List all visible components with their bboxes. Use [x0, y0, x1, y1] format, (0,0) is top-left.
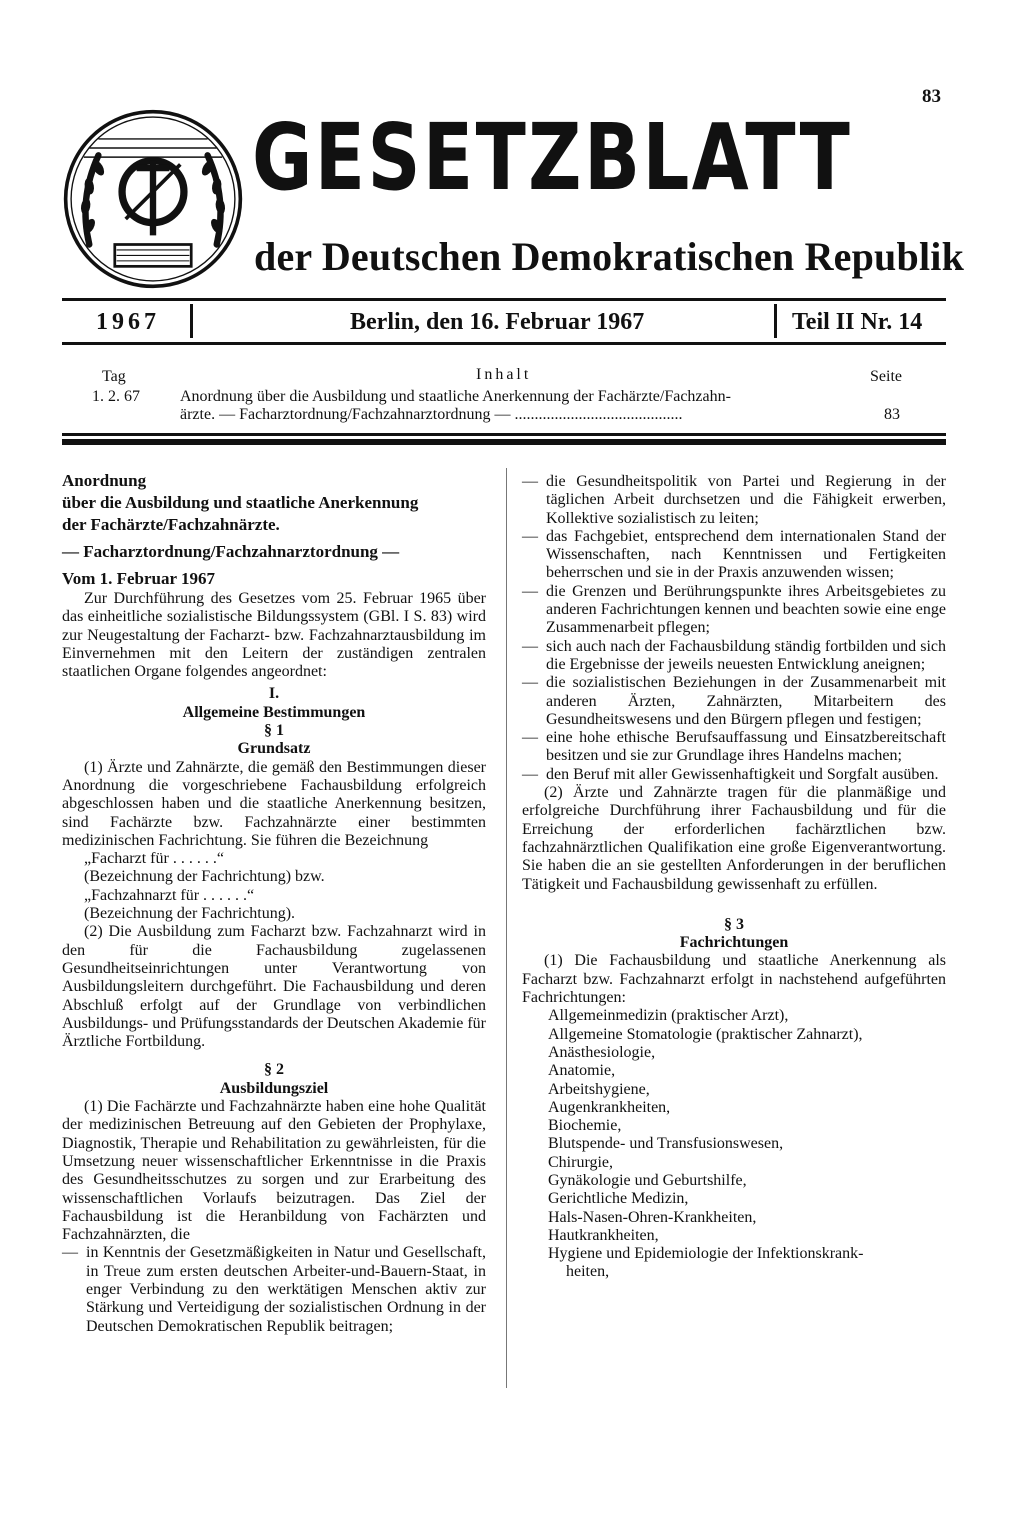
section-title: Allgemeine Bestimmungen [182, 703, 366, 721]
issue-rule [62, 342, 946, 345]
issue-year: 1967 [96, 309, 160, 335]
specialty-item: Allgemeine Stomatologie (praktischer Zahnarzt), [548, 1025, 863, 1043]
paragraph-number: § 2 [264, 1061, 284, 1079]
list-item [62, 1244, 486, 1335]
specialty-item: Anatomie, [548, 1062, 616, 1080]
contents-entry-line1: Anordnung über die Ausbildung und staatliche Anerkennung der Fachärzte/Fachzahn- [180, 388, 731, 405]
paragraph-number: § 3 [724, 915, 744, 933]
paragraph-text: (1) Ärzte und Zahnärzte, die gemäß den Bestimmungen dieser Anordnung die vorgeschriebene Fachausbildung erfolgreich abgeschlossen haben und die staatliche Anerkennung besitzen, sind Fachärzte bzw. Fachzahnärzte einer bestimmten medizinischen Fachrichtung. Sie führen die Bezeichnung [62, 758, 486, 849]
article-title-line: der Fachärzte/Fachzahnärzte. [62, 515, 280, 534]
list-item-text: in Kenntnis der Gesetzmäßigkeiten in Natur und Gesellschaft, in Treue zum ersten deutschen Arbeiter-und-Bauern-Staat, in enger Verbindung zu den werktätigen Menschen aktiv zur Stärkung und Verteidigung der sozialistischen Ordnung in der Deutschen Demokratischen Republik beitragen; [86, 1244, 486, 1335]
list-item [522, 766, 946, 784]
preamble: Zur Durchführung des Gesetzes vom 25. Februar 1965 über das einheitliche sozialistische Bildungssystem (GBl. I S. 83) wird zur Neugestaltung der Facharzt- bzw. Fachzahnarztausbildung im Einvernehmen mit den Leitern der zuständigen zentralen staatlichen Organe folgendes angeordnet: [62, 590, 486, 681]
article-date: Vom 1. Februar 1967 [62, 569, 215, 588]
list-item-text: das Fachgebiet, entsprechend dem internationalen Stand der Wissenschaften, nach Kenntnissen und Fertigkeiten beherrschen und sie in der Praxis anzuwenden wissen; [546, 527, 946, 582]
contents-entry-line2: ärzte. — Facharztordnung/Fachzahnarztordnung — .......................................... [180, 406, 683, 423]
dash-mark: — [62, 1244, 78, 1262]
list-item [522, 473, 946, 528]
page-number: 83 [922, 86, 941, 107]
list-item-text: die Gesundheitspolitik von Partei und Regierung in der täglichen Arbeit durchsetzen und die Fähigkeit erwerben, Kollektive sozialistisch zu leiten; [546, 473, 946, 527]
contents-entry-page: 83 [884, 406, 900, 423]
list-item [522, 528, 946, 583]
paragraph-number: § 1 [264, 722, 284, 740]
issue-date: Berlin, den 16. Februar 1967 [350, 309, 645, 335]
specialty-item: Biochemie, [548, 1117, 622, 1135]
contents-col-tag: Tag [102, 368, 126, 385]
column-divider [506, 468, 507, 1388]
dash-mark: — [522, 637, 538, 655]
dash-mark: — [522, 674, 538, 692]
masthead-title: GESETZBLATT [252, 104, 853, 211]
paragraph-text: (2) Die Ausbildung zum Facharzt bzw. Fachzahnarzt wird in den für die Fachausbildung zugelassenen Gesundheitseinrichtungen unter Verantwortung von Ausbildungsleitern durchgeführt. Die Fachausbildung und deren Abschluß erfolgt auf der Grundlage von verbindlichen Ausbildungs- und Prüfungsstandards der Deutschen Akademie für Ärztliche Fortbildung. [62, 923, 486, 1051]
list-item-text: eine hohe ethische Berufsauffassung und Einsatzbereitschaft besitzen und sie zur Grundlage ihres Handelns machen; [546, 729, 946, 765]
right-column [522, 473, 946, 1282]
list-item-text: die sozialistischen Beziehungen in der Zusammenarbeit mit anderen Ärzten, Zahnärzten, Mitarbeitern des Gesundheitswesens und den Bürgern pflegen und festigen; [546, 674, 946, 728]
specialty-item: Hygiene und Epidemiologie der Infektionskrank- [548, 1245, 864, 1263]
contents-col-inhalt: Inhalt [476, 366, 532, 383]
specialty-item: heiten, [566, 1263, 610, 1281]
specialty-item: Hals-Nasen-Ohren-Krankheiten, [548, 1208, 757, 1226]
list-item [522, 674, 946, 729]
dash-mark: — [522, 765, 538, 783]
article-title-line: über die Ausbildung und staatliche Anerkennung [62, 493, 419, 512]
dash-mark: — [522, 729, 538, 747]
dash-mark: — [522, 582, 538, 600]
section-number: I. [268, 685, 280, 703]
paragraph-title: Grundsatz [237, 740, 311, 758]
article-title: Anordnung [62, 471, 147, 490]
list-item-text: sich auch nach der Fachausbildung ständig fortbilden und sich die Ergebnisse der jeweils neuesten Entwicklung aneignen; [546, 637, 946, 673]
dash-mark: — [522, 473, 538, 490]
specialty-item: Allgemeinmedizin (praktischer Arzt), [548, 1007, 789, 1025]
contents-col-seite: Seite [870, 368, 902, 385]
list-item [522, 729, 946, 766]
divider [774, 304, 777, 338]
paragraph-title: Fachrichtungen [679, 934, 789, 952]
list-item [522, 583, 946, 638]
list-item [522, 638, 946, 675]
paragraph-text: (2) Ärzte und Zahnärzte tragen für die planmäßige und erfolgreiche Durchführung ihrer Fachausbildung und für die Erreichung der erforderlichen fachärztlichen bzw. fachzahnärztlichen Qualifikation eine große Eigenverantwortung. Sie haben die an sie gestellten Anforderungen in der beruflichen Tätigkeit und Fachausbildung gewissenhaft zu erfüllen. [522, 784, 946, 893]
specialty-item: Arbeitshygiene, [548, 1080, 650, 1098]
list-item-text: den Beruf mit aller Gewissenhaftigkeit und Sorgfalt ausüben. [546, 765, 939, 783]
designation-note: (Bezeichnung der Fachrichtung). [84, 905, 296, 923]
specialty-item: Gerichtliche Medizin, [548, 1190, 689, 1208]
contents-rule-thick [62, 439, 946, 445]
paragraph-title: Ausbildungsziel [219, 1079, 329, 1097]
paragraph-text: (1) Die Fachärzte und Fachzahnärzte haben eine hohe Qualität der medizinischen Betreuung auf den Gebieten der Prophylaxe, Diagnostik, Therapie und Rehabilitation zu gewährleisten, für die Umsetzung neuer wissenschaftlicher Erkenntnisse in die Praxis des Gesundheitsschutzes zu sorgen und zur Erarbeitung des wissenschaftlichen Vorlaufs beizutragen. Das Ziel der Fachausbildung ist die Heranbildung von Fachärzten und Fachzahnärzten, die [62, 1098, 486, 1244]
specialty-item: Blutspende- und Transfusionswesen, [548, 1135, 784, 1153]
designation-note: (Bezeichnung der Fachrichtung) bzw. [84, 868, 325, 886]
masthead-subtitle: der Deutschen Demokratischen Republik [254, 234, 965, 279]
state-emblem-icon [62, 108, 244, 290]
specialty-item: Hautkrankheiten, [548, 1226, 659, 1244]
top-rule [62, 298, 946, 301]
issue-part: Teil II Nr. 14 [792, 309, 923, 335]
specialty-item: Anästhesiologie, [548, 1043, 656, 1061]
divider [190, 304, 193, 338]
list-item-text: die Grenzen und Berührungspunkte ihres Arbeitsgebietes zu anderen Fachrichtungen kennen und beachten sowie eine enge Zusammenarbeit pflegen; [546, 582, 946, 637]
paragraph-text: (1) Die Fachausbildung und staatliche Anerkennung als Facharzt bzw. Fachzahnarzt erfolgt in nachstehend aufgeführten Fachrichtungen: [522, 952, 946, 1007]
specialty-item: Augenkrankheiten, [548, 1098, 671, 1116]
left-column [62, 470, 486, 1336]
specialty-item: Gynäkologie und Geburtshilfe, [548, 1171, 747, 1189]
dash-mark: — [522, 527, 538, 545]
article-short-title: — Facharztordnung/Fachzahnarztordnung — [62, 542, 400, 561]
designation-quote: „Fachzahnarzt für . . . . . .“ [84, 886, 255, 904]
specialty-item: Chirurgie, [548, 1153, 614, 1171]
contents-entry-date: 1. 2. 67 [92, 388, 140, 405]
contents-rule-thin [62, 433, 946, 436]
designation-quote: „Facharzt für . . . . . .“ [84, 850, 224, 868]
